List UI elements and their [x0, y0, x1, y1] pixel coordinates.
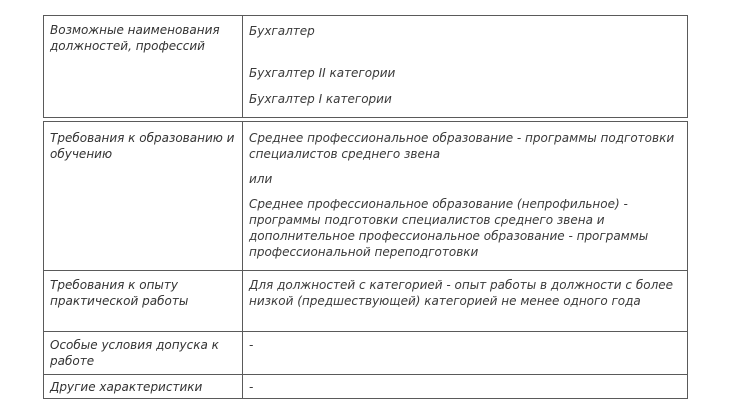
table-row [44, 332, 688, 375]
experience-label: Требования к опыту практической работы [50, 278, 189, 308]
job-titles-label-cell [44, 16, 243, 118]
table-row [44, 122, 688, 271]
job-title-2: Бухгалтер II категории [249, 66, 396, 80]
job-titles-value-cell [243, 16, 688, 118]
other-label: Другие характеристики [50, 380, 203, 394]
admission-label: Особые условия допуска к работе [50, 338, 219, 368]
education-value-cell [243, 122, 688, 271]
table-row [44, 375, 688, 399]
admission-value: - [249, 338, 254, 352]
other-label-cell [44, 375, 243, 399]
other-value-cell [243, 375, 688, 399]
experience-label-cell [44, 271, 243, 332]
experience-value: Для должностей с категорией - опыт работы в должности с более низкой (предшествующей) категорией не менее одного года [249, 278, 674, 308]
requirements-table [43, 121, 688, 399]
other-value: - [249, 380, 254, 394]
job-title-3: Бухгалтер I категории [249, 92, 392, 106]
education-or: или [249, 172, 273, 186]
job-title-1: Бухгалтер [249, 24, 315, 38]
admission-value-cell [243, 332, 688, 375]
job-titles-label: Возможные наименования должностей, профессий [50, 23, 220, 53]
table-row [44, 271, 688, 332]
experience-value-cell [243, 271, 688, 332]
table-row [44, 16, 688, 118]
admission-label-cell [44, 332, 243, 375]
education-label: Требования к образованию и обучению [50, 131, 235, 161]
education-label-cell [44, 122, 243, 271]
job-titles-table [43, 15, 688, 118]
education-option-2: Среднее профессиональное образование (непрофильное) - программы подготовки специалистов среднего звена и дополнительное профессиональное образование - программы профессиональной переподготовки [249, 197, 649, 259]
education-option-1: Среднее профессиональное образование - программы подготовки специалистов среднего звена [249, 131, 675, 161]
